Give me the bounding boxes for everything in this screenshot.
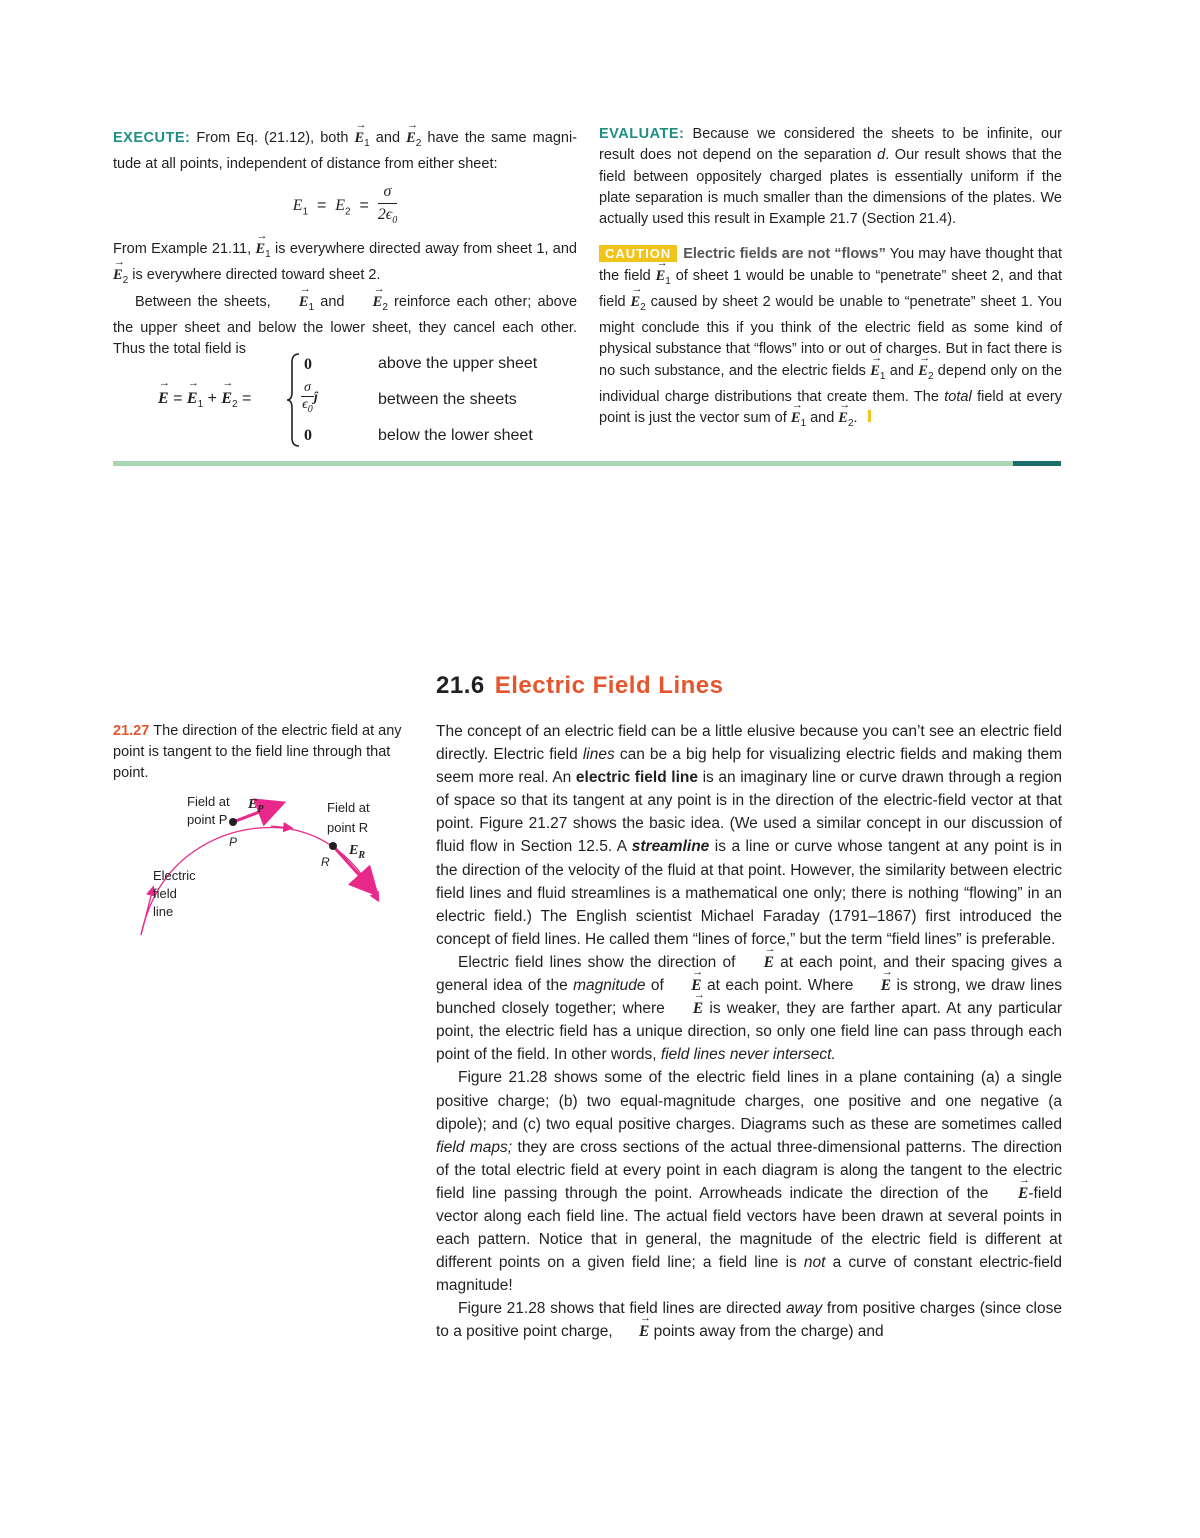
end-mark-icon [868,410,871,422]
figure-caption: 21.27 The direction of the electric field at any point is tangent to the field line through that point. [113,723,402,781]
caution-heading: Electric fields are not “flows” [683,246,886,263]
section-rule [113,461,1013,466]
evaluate-para: EVALUATE: Because we considered the sheets to be infinite, our result does not depend on the separation d. Our result shows that the field between oppositely charged plates is essentially uniform if the plate separation is much smaller than the dimensions of the plates. We actually used this result in Example 21.7 (Section 21.4). [599,126,1062,228]
case2-text: between the sheets [378,391,517,408]
section-number: 21.6 [436,672,485,699]
label-line-2: field [153,886,177,901]
label-line-1: Electric [153,868,196,883]
label-field-at-p-1: Field at [187,794,230,809]
sigma-fraction: $\frac{\sigma}{2\epsilon_0}$ [377,183,398,226]
section-title: Electric Field Lines [494,672,724,699]
evaluate-block [599,124,1062,434]
case1-value: 0 [304,356,312,373]
case1-text: above the upper sheet [378,355,538,372]
figure-number: 21.27 [113,723,150,739]
label-field-at-r-2: point R [327,820,369,835]
figure-21-27 [113,790,413,950]
execute-para-2: From Example 21.11, → $E_1$ is everywhere directed away from sheet 1, and → $E_2$ is everywhere directed toward sheet 2. [113,239,577,291]
case3-text: below the lower sheet [378,427,533,444]
caution-para: CAUTION Electric fields are not “flows” You may have thought that the field → $E_1$ of sheet 1 would be unable to “penetrate” sheet 2, and that field → $E_2$ caused by sheet 2 would be unable to “penetrate” sheet 1. You might conclude this if you think of the electric field as some kind of physical substance that “flows” into or out of charges. But in fact there is no such substance, and the electric fields → $E_1$ and → $E_2$ depend only on the individual charge distributions that create them. The total field at every point is just the vector sum of → $E_1$ and → $E_2$. [599,244,1062,434]
case3-value: 0 [304,427,312,444]
evaluate-label: EVALUATE: [599,126,685,142]
execute-block [113,128,577,360]
body-text [436,720,1062,1344]
point-r-dot [329,842,337,850]
body-para-4: Figure 21.28 shows that field lines are directed away from positive charges (since close to a positive point charge, → E points away from the charge) and [436,1297,1062,1343]
total-field-lhs: → E = → $E_1$ + → $E_2$ = [158,390,251,410]
case2-value: $\frac{\sigma}{\epsilon_0}$ ĵ [302,380,318,415]
section-rule-accent [1013,461,1061,466]
label-field-at-r-1: Field at [327,800,370,815]
total-field-equation [158,350,578,450]
label-ep: $E_P$ [248,797,264,815]
execute-para-3: Between the sheets, → $E_1$ and → $E_2$ reinforce each other; above the upper sheet and below the lower sheet, they cancel each other. Thus the total field is [113,292,577,361]
label-r: R [321,855,330,869]
equation-e1-e2: $E_1 = E_2$ = $\frac{\sigma}{2\epsilon_0}$ [113,181,577,231]
body-para-2: Electric field lines show the direction of → E at each point, and their spacing gives a general idea of the magnitude of → E at each point. Where → E is strong, we draw lines bunched closely together; where → E is weaker, they are farther apart. At any particular point, the electric field has a unique direction, so only one field line can pass through each point of the field. In other words, field lines never intersect. [436,951,1062,1066]
label-er: $E_R$ [349,843,366,861]
body-para-1: The concept of an electric field can be a little elusive because you can’t see an electric field directly. Electric field lines can be a big help for visualizing electric fields and making them seem more real. An electric field line is an imaginary line or curve drawn through a region of space so that its tangent at any point is in the direction of the electric-field vector at that point. Figure 21.27 shows the basic idea. (We used a similar concept in our discussion of fluid flow in Section 12.5. A streamline is a line or curve whose tangent at any point is in the direction of the velocity of the fluid at that point. However, the similarity between electric field lines and fluid streamlines is a mathematical one only; there is nothing “flowing” in an electric field.) The English scientist Michael Faraday (1791–1867) first introduced the concept of field lines. He called them “lines of force,” but the term “field lines” is preferable. [436,723,1062,948]
label-p: P [229,835,238,849]
field-line-arrow-lower [141,888,153,935]
body-para-3: Figure 21.28 shows some of the electric field lines in a plane containing (a) a single positive charge; (b) two equal-magnitude charges, one positive and one negative (a dipole); and (c) two equal positive charges. Diagrams such as these are sometimes called field maps; they are cross sections of the actual three-dimensional patterns. The direction of the total electric field at every point in each diagram is along the tangent to the electric field line passing through the point. Arrowheads indicate the direction of the → E-field vector along each field line. The actual field vectors have been drawn at several points in each pattern. Notice that in general, the magnitude of the electric field is different at different points on a given field line; a field line is not a curve of constant electric-field magnitude! [436,1066,1062,1297]
point-p-dot [229,818,237,826]
execute-label: EXECUTE: [113,130,191,146]
section-heading [436,672,723,700]
caution-badge: CAUTION [599,245,677,262]
brace-icon [286,352,300,448]
label-line-3: line [153,904,174,919]
label-field-at-p-2: point P [187,812,228,827]
execute-para-1: EXECUTE: From Eq. (21.12), both → $E_1$ and → $E_2$ have the same magni- tude at all points, independent of distance from either sheet: [113,128,577,175]
